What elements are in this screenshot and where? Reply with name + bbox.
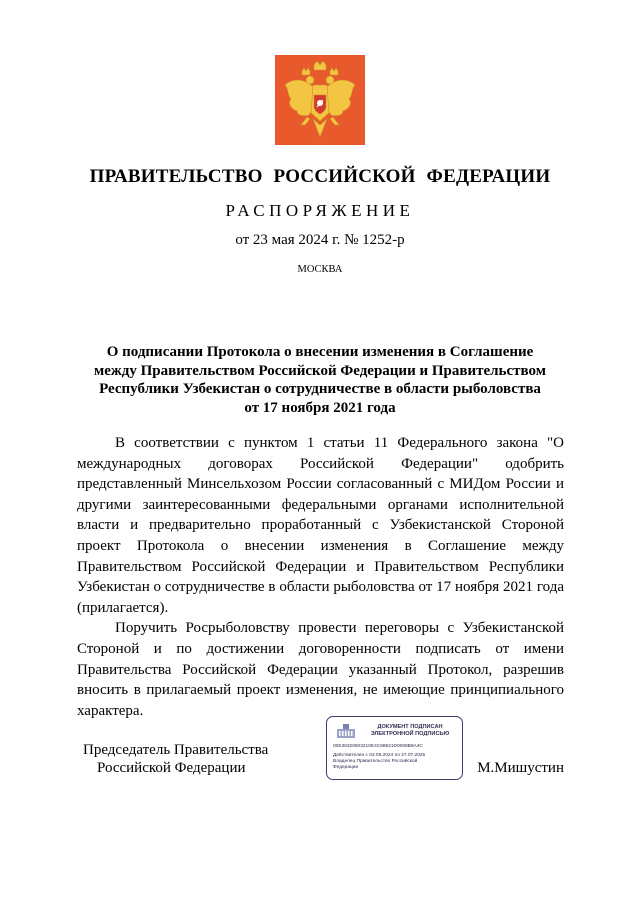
body-paragraph: Поручить Росрыболовству провести переговоры с Узбекистанской Стороной и по достижении договоренности подписать от имени Правительства Российской Федерации указанный Протокол, разрешив вносить в прилагаемый проект изменения, не имеющие принципиального характера. [77, 620, 564, 719]
subject-line: Республики Узбекистан о сотрудничестве в области рыболовства [99, 381, 541, 397]
document-city: МОСКВА [297, 264, 343, 275]
government-building-icon [336, 723, 356, 739]
stamp-title-line: ЭЛЕКТРОННОЙ ПОДПИСЬЮ [370, 731, 450, 737]
signer-position-line: Председатель Правительства [83, 742, 269, 758]
government-title: ПРАВИТЕЛЬСТВО РОССИЙСКОЙ ФЕДЕРАЦИИ [89, 166, 551, 187]
subject-line: от 17 ноября 2021 года [244, 399, 396, 416]
stamp-validity: Действителен с 03.05.2024 по 27.07.2025 [333, 753, 426, 758]
stamp-title [360, 724, 460, 738]
document-date-number: от 23 мая 2024 г. № 1252-р [235, 232, 405, 248]
electronic-signature-stamp [326, 716, 463, 780]
signer-position-line: Российской Федерации [97, 760, 246, 776]
stamp-owner: Владелец Правительство Российской [333, 759, 418, 764]
stamp-title-line: ДОКУМЕНТ ПОДПИСАН [377, 724, 443, 730]
stamp-serial: 00E36320603210E4C88921D0069B8A4C [333, 744, 423, 749]
signer-name: М.Мишустин [477, 760, 564, 776]
document-body [77, 433, 564, 721]
stamp-owner: Федерации [333, 765, 359, 770]
signer-position [83, 741, 268, 777]
document-subject [70, 343, 570, 417]
document-type: РАСПОРЯЖЕНИЕ [225, 201, 415, 220]
subject-line: между Правительством Российской Федерации и Правительством [94, 362, 546, 379]
coat-of-arms-icon [275, 55, 365, 145]
body-paragraph: В соответствии с пунктом 1 статьи 11 Федерального закона "О международных договорах Российской Федерации" одобрить представленный Минсельхозом России согласованный с МИДом России и другими заинтересованными федеральными органами исполнительной власти и предварительно проработанный с Узбекистанской Стороной проект Протокола о внесении изменения в Соглашение между Правительством Российской Федерации и Правительством Республики Узбекистан о сотрудничестве в области рыболовства от 17 ноября 2021 года (прилагается). [77, 435, 564, 616]
subject-line: О подписании Протокола о внесении изменения в Соглашение [106, 344, 534, 360]
